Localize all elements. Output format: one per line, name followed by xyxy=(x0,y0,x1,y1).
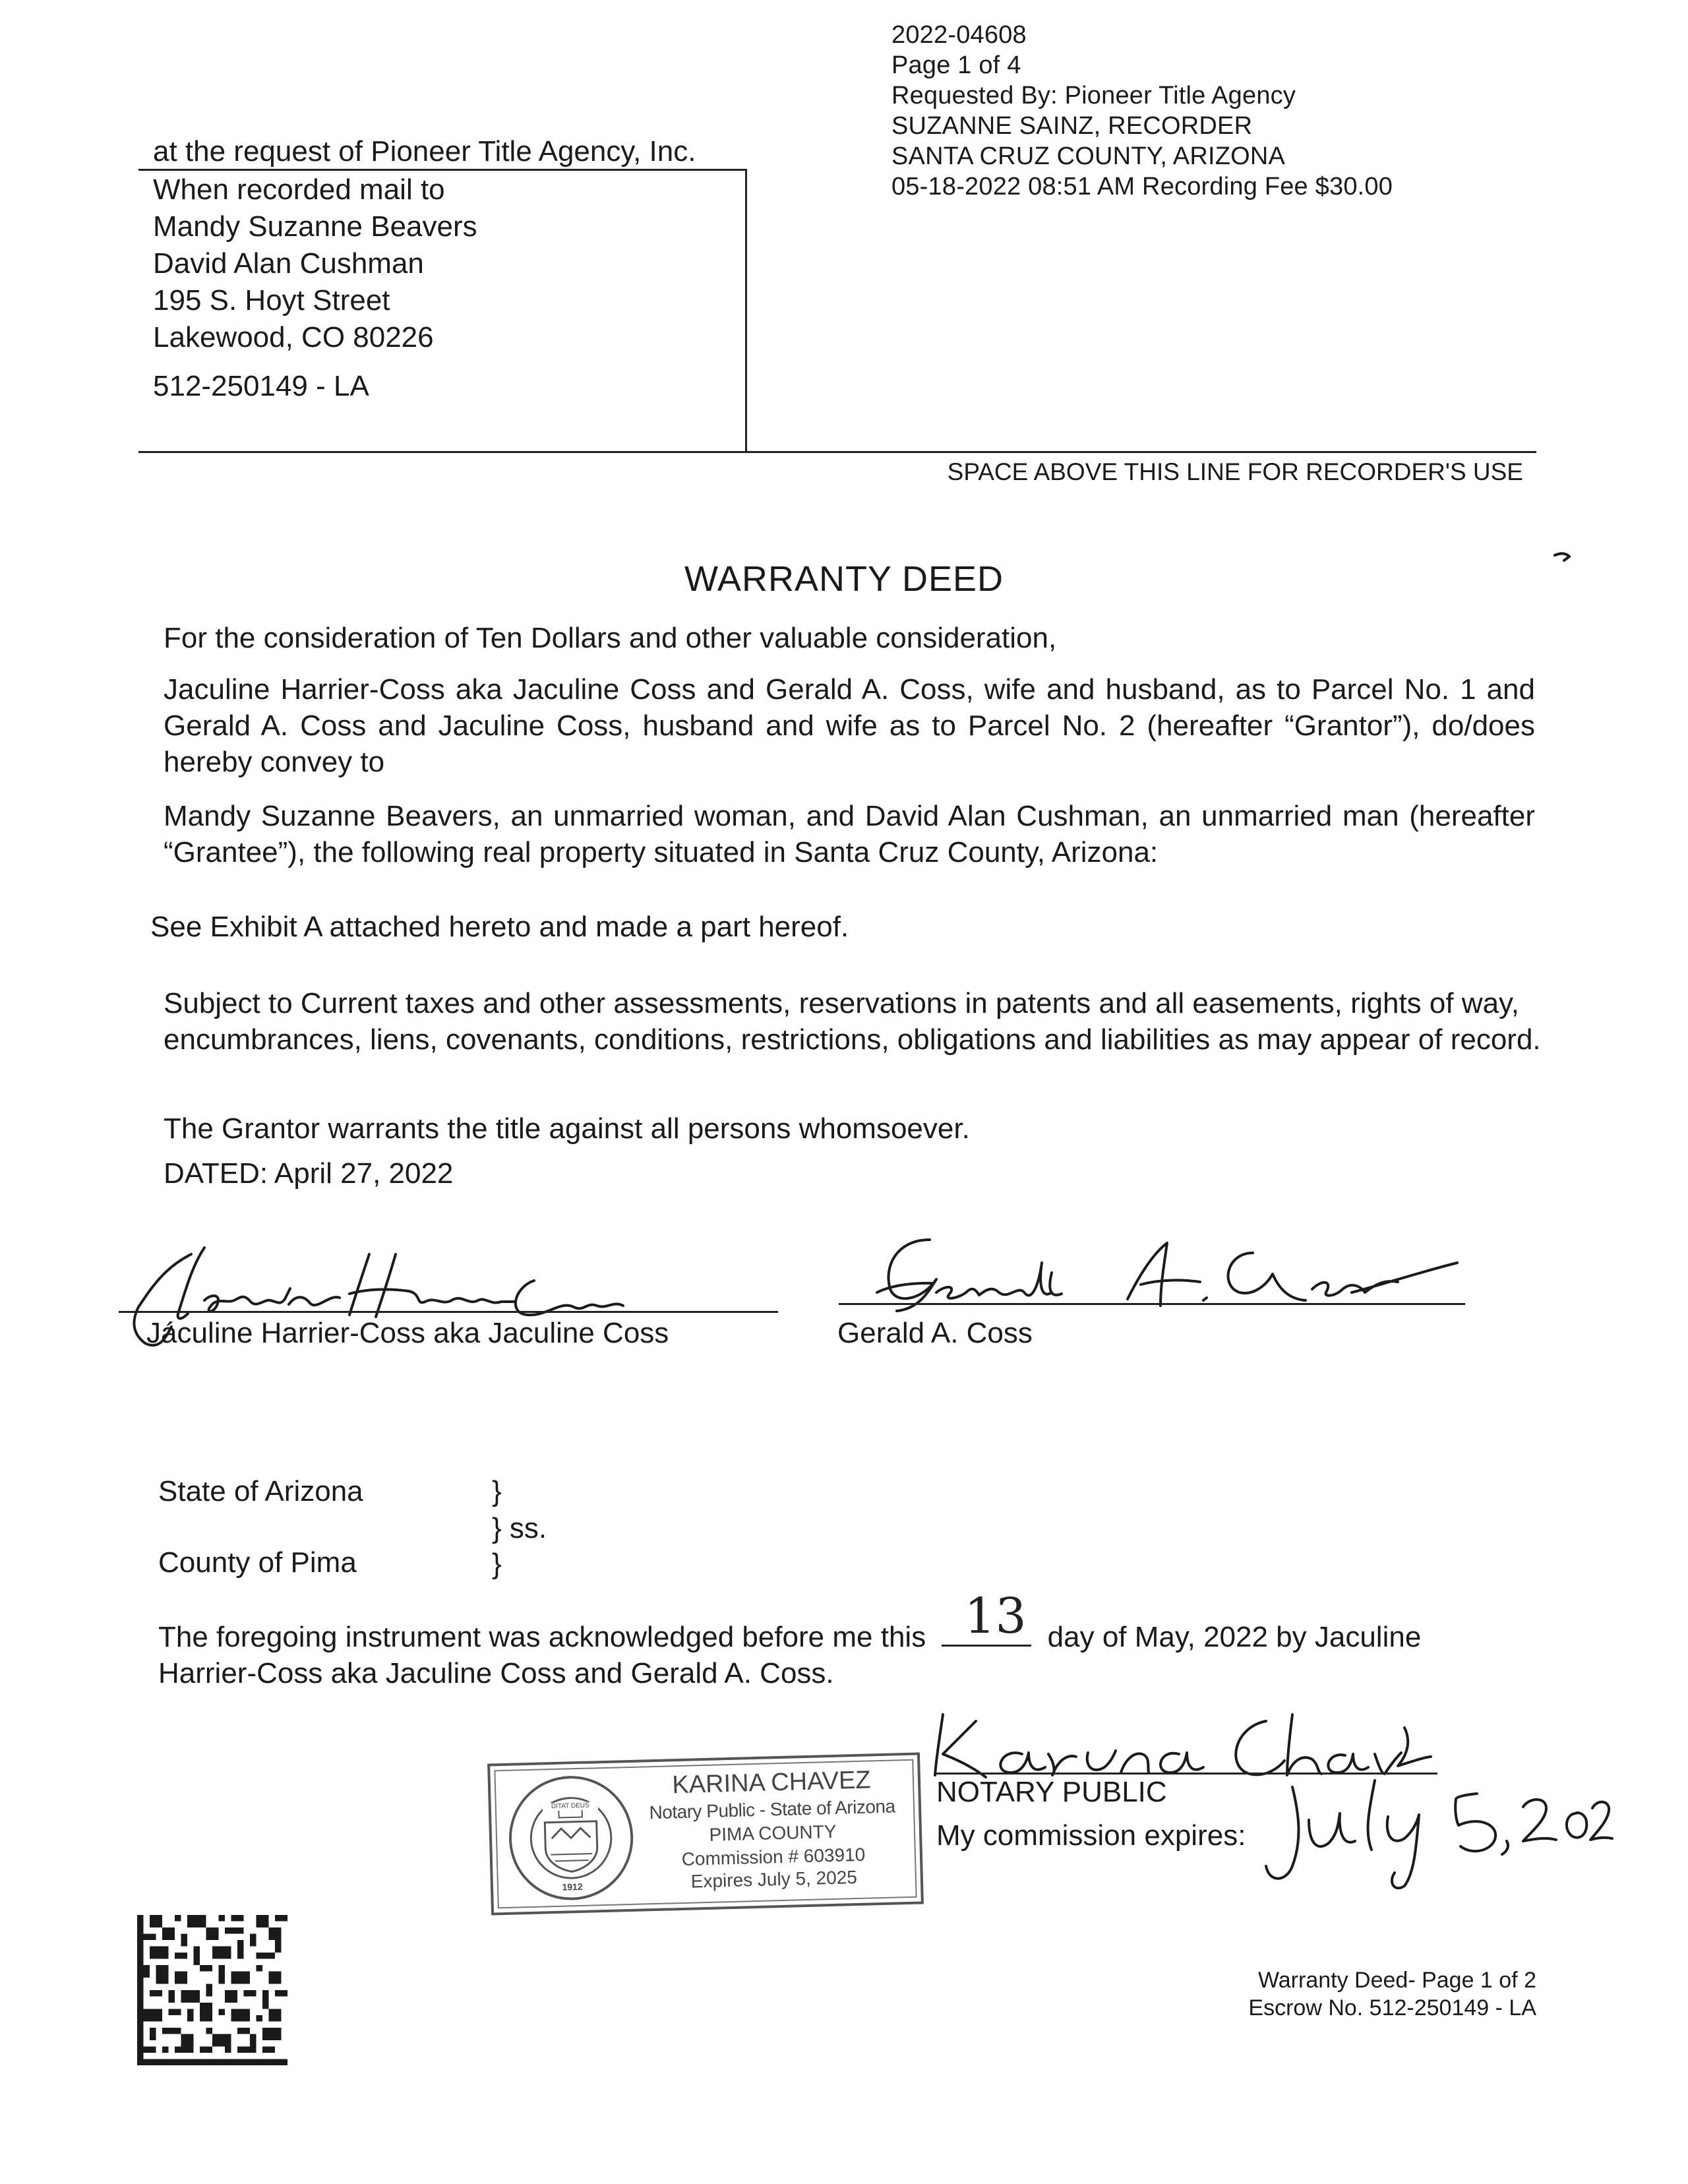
mail-to-escrow: 512-250149 - LA xyxy=(153,370,369,402)
paragraph-warrants: The Grantor warrants the title against all persons whomsoever. xyxy=(164,1112,970,1145)
arizona-seal-text: GREAT SEAL OF THE STATE OF ARIZONA xyxy=(556,1763,582,1766)
ack-line-1 xyxy=(158,1588,1543,1655)
request-line: at the request of Pioneer Title Agency, Inc. xyxy=(153,135,696,167)
signer1-name: Jáculine Harrier-Coss aka Jaculine Coss xyxy=(146,1317,669,1349)
ack-text-after: day of May, 2022 by Jaculine xyxy=(1047,1621,1422,1653)
mail-to-block xyxy=(153,171,477,405)
venue-county: County of Pima xyxy=(158,1546,357,1579)
recording-datetime-fee: 05-18-2022 08:51 AM Recording Fee $30.00 xyxy=(891,173,1393,200)
footer-escrow: Escrow No. 512-250149 - LA xyxy=(1248,1995,1536,2020)
mail-to-heading: When recorded mail to xyxy=(153,173,445,206)
mail-to-name1: Mandy Suzanne Beavers xyxy=(153,210,477,243)
recording-county: SANTA CRUZ COUNTY, ARIZONA xyxy=(891,142,1286,170)
recording-page: Page 1 of 4 xyxy=(891,51,1021,79)
stamp-notary-name: KARINA CHAVEZ xyxy=(671,1766,872,1800)
arizona-seal-year: 1912 xyxy=(551,1881,593,1893)
stamp-commission-number: Commission # 603910 xyxy=(681,1844,866,1869)
commission-date-handwritten xyxy=(1246,1767,1615,1893)
recording-recorder: SUZANNE SAINZ, RECORDER xyxy=(891,112,1253,140)
recorder-use-note: SPACE ABOVE THIS LINE FOR RECORDER'S USE xyxy=(947,458,1523,485)
ack-day-handwritten: 13 xyxy=(964,1588,1027,1645)
ack-text-before: The foregoing instrument was acknowledged before me this xyxy=(158,1621,926,1653)
commission-date-text: July 5, 2025 xyxy=(1253,1891,1260,1893)
paragraph-grantee: Mandy Suzanne Beavers, an unmarried woman, and David Alan Cushman, an unmarried man (hereafter “Grantee”), the following real property situated in Santa Cruz County, Arizona: xyxy=(164,800,1535,868)
mail-to-name2: David Alan Cushman xyxy=(153,247,424,280)
barcode-icon xyxy=(137,1915,287,2065)
stamp-expiration: Expires July 5, 2025 xyxy=(690,1867,858,1892)
stamp-notary-title: Notary Public - State of Arizona xyxy=(649,1796,895,1823)
signature-line-2 xyxy=(839,1303,1465,1305)
mail-to-city: Lakewood, CO 80226 xyxy=(153,321,434,353)
recording-requested-by: Requested By: Pioneer Title Agency xyxy=(891,82,1296,109)
signature-line-1 xyxy=(119,1311,778,1313)
stamp-county: PIMA COUNTY xyxy=(709,1821,837,1845)
document-title: WARRANTY DEED xyxy=(684,559,1004,599)
mail-box-right-line xyxy=(745,169,747,452)
venue-brace-1: } xyxy=(492,1475,502,1507)
notary-public-label: NOTARY PUBLIC xyxy=(936,1776,1167,1808)
mail-box-bottom-line xyxy=(138,451,1536,453)
recording-info xyxy=(891,20,1485,202)
arizona-seal-motto: DITAT DEUS xyxy=(543,1802,598,1811)
ack-line-2: Harrier-Coss aka Jaculine Coss and Gerald A. Coss. xyxy=(158,1657,834,1689)
notary-stamp xyxy=(487,1752,924,1915)
paragraph-dated: DATED: April 27, 2022 xyxy=(164,1157,454,1190)
recording-doc-number: 2022-04608 xyxy=(891,21,1027,49)
paragraph-consideration: For the consideration of Ten Dollars and other valuable consideration, xyxy=(164,622,1057,654)
footer-page: Warranty Deed- Page 1 of 2 xyxy=(1257,1968,1536,1993)
paragraph-grantor: Jaculine Harrier-Coss aka Jaculine Coss and Gerald A. Coss, wife and husband, as to Parcel No. 1 and Gerald A. Coss and Jaculine Coss, husband and wife as to Parcel No. 2 (hereafter “Grantor”), do/does hereby convey to xyxy=(164,673,1535,778)
paragraph-exhibit: See Exhibit A attached hereto and made a part hereof. xyxy=(150,911,849,943)
commission-expires-label: My commission expires: xyxy=(936,1819,1246,1852)
venue-brace-ss: } ss. xyxy=(492,1512,547,1544)
signer2-name: Gerald A. Coss xyxy=(837,1317,1033,1349)
footer xyxy=(1121,1966,1536,2022)
venue-brace-3: } xyxy=(492,1548,502,1580)
paragraph-subject: Subject to Current taxes and other assessments, reservations in patents and all easements, rights of way, encumbrances, liens, covenants, conditions, restrictions, obligations and liabilities as may appear of record. xyxy=(164,987,1541,1056)
ack-day-blank xyxy=(942,1588,1031,1647)
mail-box-top-line xyxy=(138,169,746,171)
mail-to-street: 195 S. Hoyt Street xyxy=(153,284,390,317)
venue-state: State of Arizona xyxy=(158,1475,363,1507)
signature-gerald xyxy=(851,1227,1477,1319)
